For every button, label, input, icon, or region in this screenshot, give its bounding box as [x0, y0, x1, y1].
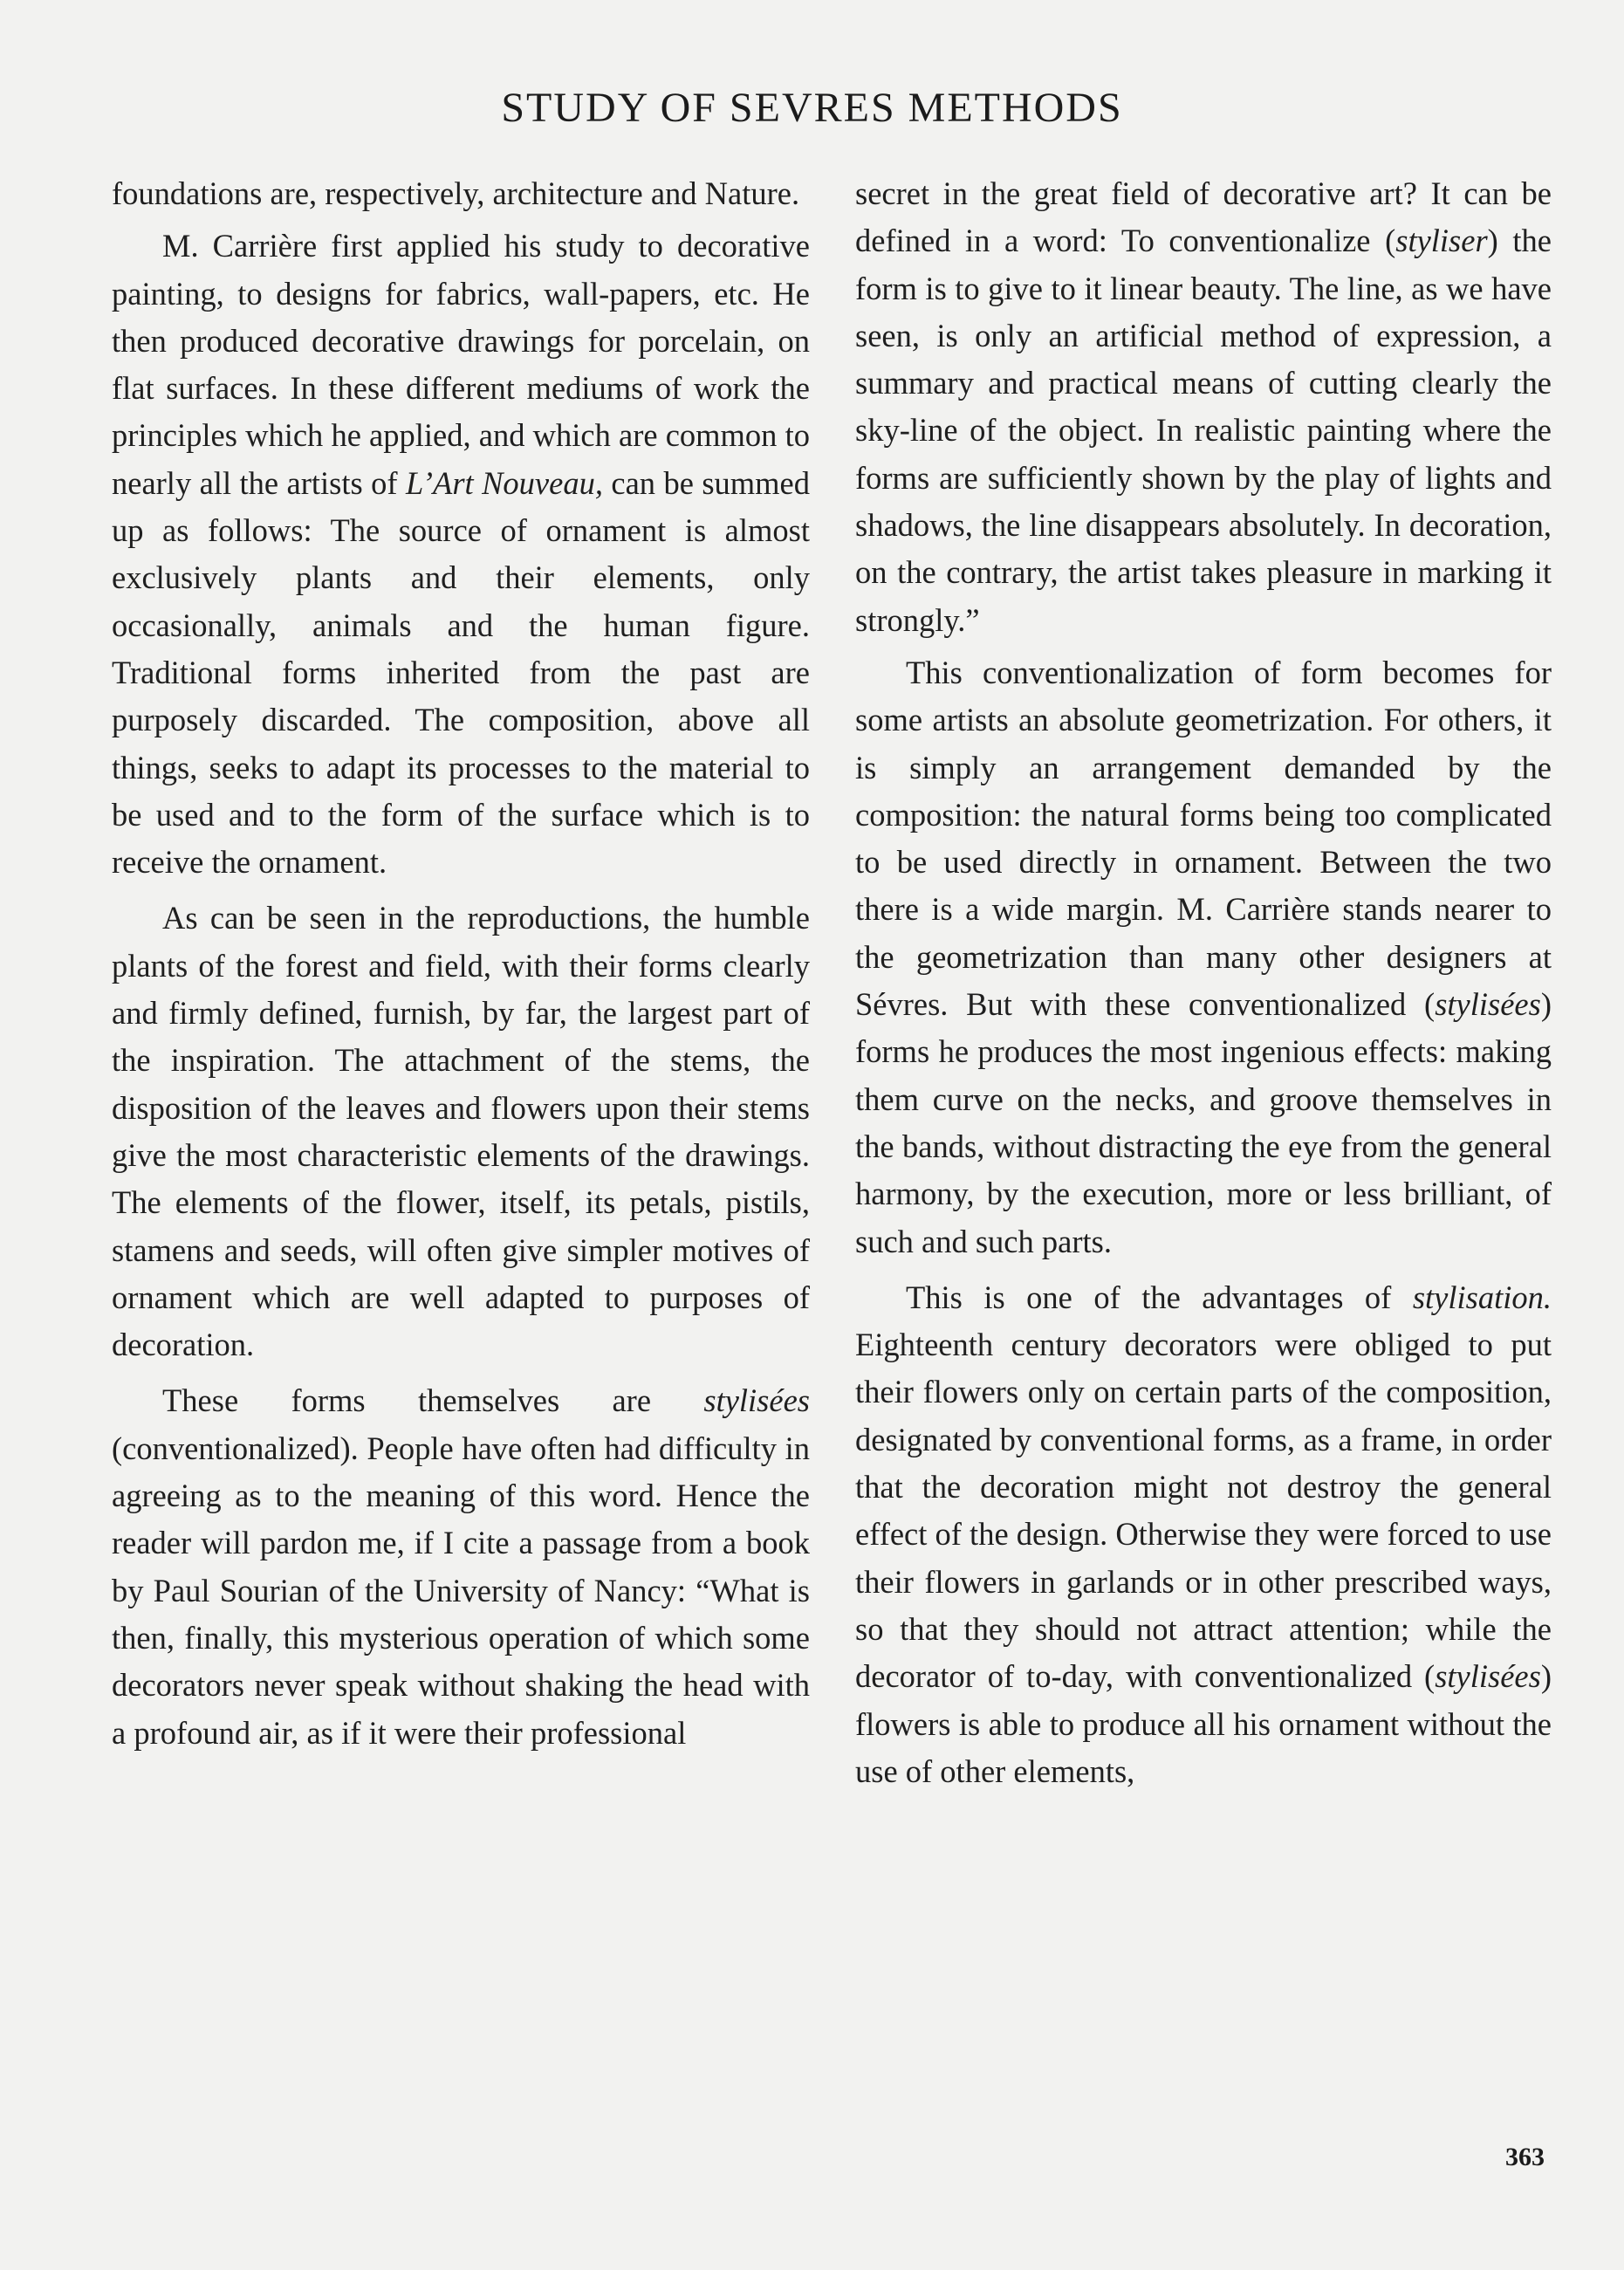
right-column: [855, 170, 1552, 1800]
paragraph: [855, 649, 1552, 1265]
paragraph-text: ) the form is to give to it linear beauty. The line, as we have seen, is only an artificial method of expression, a summary and practical means of cutting clearly the sky-line of the object. In realistic painting where the forms are sufficiently shown by the play of lights and shadows, the line disappears absolutely. In decoration, on the contrary, the artist takes pleasure in marking it strongly.”: [855, 223, 1552, 638]
paragraph-text: As can be seen in the reproductions, the humble plants of the forest and field, with their forms clearly and firmly defined, furnish, by far, the largest part of the inspiration. The attachment of the stems, the disposition of the leaves and flowers upon their stems give the most characteristic elements of the drawings. The elements of the flower, itself, its petals, pistils, stamens and seeds, will often give simpler motives of ornament which are well adapted to purposes of decoration.: [112, 900, 810, 1363]
italic-term: L’Art Nouveau,: [405, 464, 603, 501]
italic-term: stylisation.: [1412, 1279, 1552, 1315]
paragraph-text: These forms themselves are: [162, 1382, 652, 1419]
paragraph: [112, 223, 810, 886]
paragraph-text: (conventionalized). People have often had difficulty in agreeing as to the meaning of this word. Hence the reader will pardon me, if I cite a passage from a book by Paul Sourian of the University of Nancy: “What is then, finally, this mysterious operation of which some decorators never speak without shaking the head with a profound air, as if it were their professional: [112, 1430, 810, 1751]
left-column: [112, 170, 810, 1762]
italic-term: stylisées: [703, 1382, 810, 1419]
paragraph-text: ) forms he produces the most ingenious effects: making them curve on the necks, and groove themselves in the bands, without distracting the eye from the general harmony, by the execution, more or less brilliant, of such and such parts.: [855, 986, 1552, 1259]
running-title: STUDY OF SEVRES METHODS: [501, 85, 1123, 131]
page-number: 363: [1505, 2143, 1545, 2171]
paragraph-text: Eighteenth century decorators were obliged to put their flowers only on certain parts of the composition, designated by conventional forms, as a frame, in order that the decoration might not destroy the general effect of the design. Otherwise they were forced to use their flowers in garlands or in other prescribed ways, so that they should not attract attention; while the decorator of to-day, with conventionalized (: [855, 1327, 1552, 1695]
paragraph: [112, 895, 810, 1368]
paragraph: [112, 1377, 810, 1756]
paragraph: [112, 170, 810, 217]
italic-term: stylisées: [1435, 1658, 1541, 1695]
paragraph-text: This conventionalization of form becomes for some artists an absolute geometrization. For others, it is simply an arrangement demanded by the composition: the natural forms being too complicated to be used directly in ornament. Between the two there is a wide margin. M. Carrière stands nearer to the geometrization than many other designers at Sévres. But with these conventionalized (: [855, 654, 1552, 1023]
paragraph: [855, 170, 1552, 644]
paragraph-text: can be summed up as follows: The source of ornament is almost exclusively plants and their elements, only occasionally, animals and the human figure. Traditional forms inherited from the past are purposely discarded. The composition, above all things, seeks to adapt its processes to the material to be used and to the form of the surface which is to receive the ornament.: [112, 464, 811, 881]
paragraph-text: foundations are, respectively, architecture and Nature.: [112, 175, 800, 211]
paragraph-text: ) flowers is able to produce all his ornament without the use of other elements,: [855, 1658, 1552, 1789]
paragraph: [855, 1274, 1552, 1795]
paragraph-text: M. Carrière first applied his study to decorative painting, to designs for fabrics, wall-papers, etc. He then produced decorative drawings for porcelain, on flat surfaces. In these different mediums of work the principles which he applied, and which are common to nearly all the artists of: [112, 228, 810, 501]
italic-term: styliser: [1395, 223, 1488, 259]
paragraph-text: secret in the great field of decorative art? It can be defined in a word: To conventionalize (: [855, 175, 1552, 259]
italic-term: stylisées: [1435, 986, 1541, 1023]
paragraph-text: This is one of the advantages of: [906, 1279, 1392, 1315]
